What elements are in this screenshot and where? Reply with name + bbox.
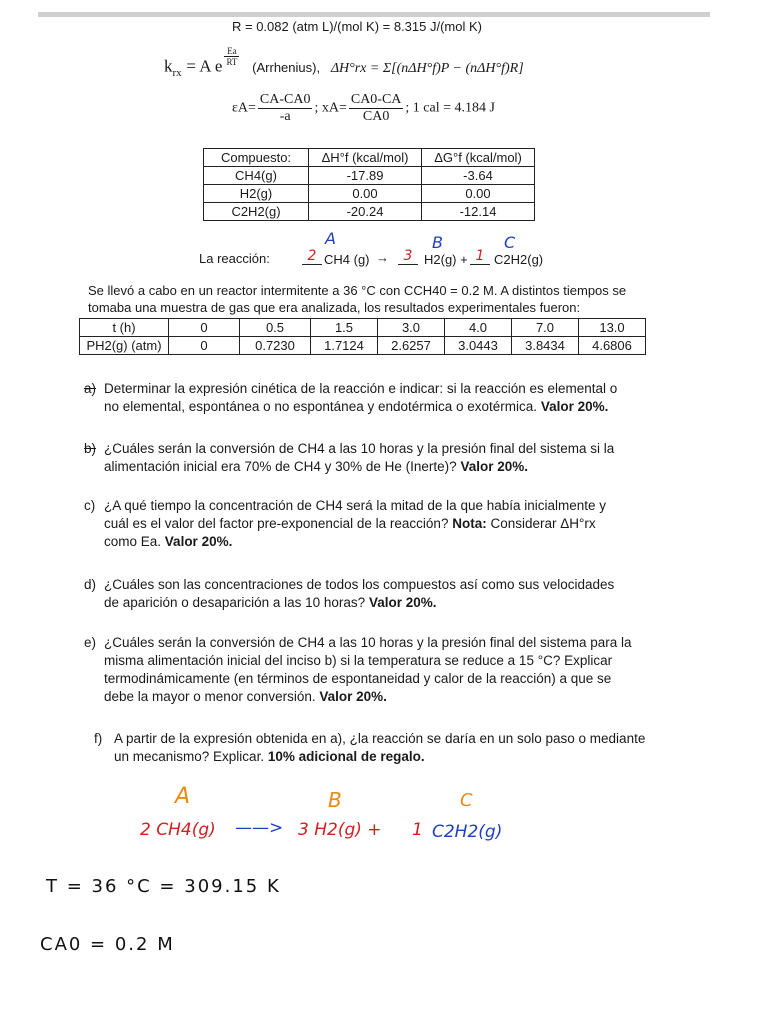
question-value: Valor 20%.	[164, 534, 233, 549]
question-text: debe la mayor o menor conversión.	[104, 689, 316, 704]
thermo-header-dh: ΔH°f (kcal/mol)	[309, 149, 422, 167]
data-cell: t (h)	[80, 319, 169, 337]
hand-label-b: B	[432, 233, 443, 252]
conversion-numerator: CA0-CA	[350, 92, 402, 107]
question-text: de aparición o desaparición a las 10 horas?	[104, 595, 366, 610]
question-a	[84, 380, 664, 416]
data-cell: 0	[169, 337, 240, 355]
question-value: Valor 20%.	[368, 595, 437, 610]
hand-temperature: T = 36 °C = 309.15 K	[46, 876, 281, 897]
question-note: Nota:	[452, 516, 487, 531]
calorie-conversion: ; 1 cal = 4.184 J	[405, 100, 495, 116]
hand-eq-coef-c: 1	[412, 820, 423, 840]
data-cell: 0	[169, 319, 240, 337]
question-text: alimentación inicial era 70% de CH4 y 30% de He (Inerte)?	[104, 459, 457, 474]
conversion-label: ; xA=	[314, 100, 347, 116]
question-text: Considerar ΔH°rx	[490, 516, 596, 531]
reaction-label: La reacción:	[199, 251, 270, 266]
table-row	[204, 167, 535, 185]
coef-c: 1	[470, 248, 490, 265]
question-text: misma alimentación inicial del inciso b) si la temperatura se reduce a 15 °C? Explicar	[104, 653, 613, 668]
data-cell: 4.6806	[579, 337, 646, 355]
thermo-cell: 0.00	[309, 185, 422, 203]
question-text: ¿Cuáles serán la conversión de CH4 a las 10 horas y la presión final del sistema si la	[104, 441, 615, 456]
experimental-data-table	[79, 318, 646, 355]
thermo-header-dg: ΔG°f (kcal/mol)	[422, 149, 535, 167]
species-a: CH4 (g)	[324, 252, 370, 267]
thermo-table	[203, 148, 535, 221]
data-cell: 2.6257	[378, 337, 445, 355]
data-cell: 1.5	[311, 319, 378, 337]
question-d	[84, 576, 664, 612]
question-label: d)	[84, 577, 97, 592]
question-text: ¿Cuáles son las concentraciones de todos los compuestos así como sus velocidades	[104, 577, 615, 592]
question-b	[84, 440, 664, 476]
question-value: Valor 20%.	[319, 689, 387, 704]
exp-numerator: Ea	[224, 46, 239, 57]
question-text: A partir de la expresión obtenida en a), ¿la reacción se daría en un solo paso o mediante	[114, 731, 646, 746]
thermo-cell: -20.24	[309, 203, 422, 221]
question-label: e)	[84, 635, 97, 650]
arrhenius-label: (Arrhenius),	[252, 59, 321, 75]
question-value: Valor 20%.	[540, 399, 609, 414]
data-cell: 1.7124	[311, 337, 378, 355]
conversion-definitions	[232, 92, 495, 125]
question-text: cuál es el valor del factor pre-exponencial de la reacción?	[104, 516, 449, 531]
hand-note-label-b: B	[328, 788, 342, 812]
conversion-denominator: CA0	[362, 109, 390, 124]
question-label: f)	[94, 731, 103, 746]
epsilon-fraction	[258, 92, 313, 125]
question-label: c)	[84, 498, 96, 513]
arrhenius-k-sub: rx	[172, 67, 182, 80]
question-value: Valor 20%.	[460, 459, 528, 474]
hand-label-c: C	[504, 233, 516, 252]
conversion-fraction	[349, 92, 404, 125]
data-cell: 13.0	[579, 319, 646, 337]
data-cell: 3.0	[378, 319, 445, 337]
hand-eq-arrow: ——>	[235, 818, 284, 838]
hand-note-label-a: A	[175, 784, 191, 809]
data-cell: 4.0	[445, 319, 512, 337]
coef-b: 3	[398, 248, 418, 265]
arrhenius-equation	[164, 46, 524, 79]
thermo-header-compound: Compuesto:	[204, 149, 309, 167]
gas-constant-line: R = 0.082 (atm L)/(mol K) = 8.315 J/(mol K)	[232, 19, 482, 34]
table-row	[204, 185, 535, 203]
species-c: C2H2(g)	[494, 252, 544, 267]
question-f	[94, 730, 674, 766]
question-text: no elemental, espontánea o no espontánea y endotérmica o exotérmica.	[104, 399, 538, 414]
question-value: 10% adicional de regalo.	[267, 749, 425, 764]
hand-eq-left: 2 CH4(g)	[140, 820, 216, 840]
data-cell: 3.0443	[445, 337, 512, 355]
table-row	[80, 337, 646, 355]
arrhenius-ae: = A e	[186, 56, 223, 76]
epsilon-label: εA=	[232, 100, 256, 116]
data-cell: 7.0	[512, 319, 579, 337]
question-text: ¿A qué tiempo la concentración de CH4 será la mitad de la que había inicialmente y	[104, 498, 607, 513]
hand-eq-right: C2H2(g)	[432, 822, 503, 842]
data-cell: 3.8434	[512, 337, 579, 355]
question-text: termodinámicamente (en términos de espontaneidad y calor de la reacción) a que se	[104, 671, 612, 686]
hand-eq-mid: 3 H2(g) +	[298, 820, 382, 840]
question-label: b)	[84, 441, 97, 456]
intro-line-2: tomaba una muestra de gas que era analizada, los resultados experimentales fueron:	[88, 300, 581, 315]
intro-line-1: Se llevó a cabo en un reactor intermitente a 36 °C con CCH40 = 0.2 M. A distintos tiempos se	[88, 283, 627, 298]
hand-label-a: A	[325, 229, 336, 248]
data-cell: 0.5	[240, 319, 311, 337]
reaction-arrow: →	[376, 250, 389, 265]
hand-note-label-c: C	[460, 790, 473, 811]
thermo-cell: H2(g)	[204, 185, 309, 203]
enthalpy-formula: ΔH°rx = Σ[(nΔH°f)P − (nΔH°f)R]	[330, 60, 524, 76]
question-text: un mecanismo? Explicar.	[114, 749, 265, 764]
epsilon-denominator: -a	[279, 109, 291, 124]
table-row	[204, 203, 535, 221]
page-top-edge	[38, 12, 710, 17]
question-text: como Ea.	[104, 534, 162, 549]
arrhenius-k: k	[164, 56, 173, 76]
thermo-cell: 0.00	[422, 185, 535, 203]
epsilon-numerator: CA-CA0	[259, 92, 311, 107]
table-row	[80, 319, 646, 337]
species-b: H2(g) +	[424, 252, 468, 267]
thermo-cell: CH4(g)	[204, 167, 309, 185]
question-c	[84, 497, 664, 551]
hand-initial-concentration: CA0 = 0.2 M	[40, 934, 175, 955]
thermo-header-row	[204, 149, 535, 167]
exp-denominator: RT	[226, 57, 238, 67]
thermo-cell: -17.89	[309, 167, 422, 185]
data-cell: PH2(g) (atm)	[80, 337, 169, 355]
thermo-cell: -3.64	[422, 167, 535, 185]
thermo-cell: C2H2(g)	[204, 203, 309, 221]
arrhenius-exponent	[224, 46, 239, 67]
data-cell: 0.7230	[240, 337, 311, 355]
question-text: ¿Cuáles serán la conversión de CH4 a las 10 horas y la presión final del sistema para la	[104, 635, 632, 650]
question-e	[84, 634, 664, 706]
question-text: Determinar la expresión cinética de la reacción e indicar: si la reacción es elemental o	[104, 381, 618, 396]
thermo-cell: -12.14	[422, 203, 535, 221]
question-label: a)	[84, 381, 97, 396]
coef-a: 2	[302, 248, 322, 265]
